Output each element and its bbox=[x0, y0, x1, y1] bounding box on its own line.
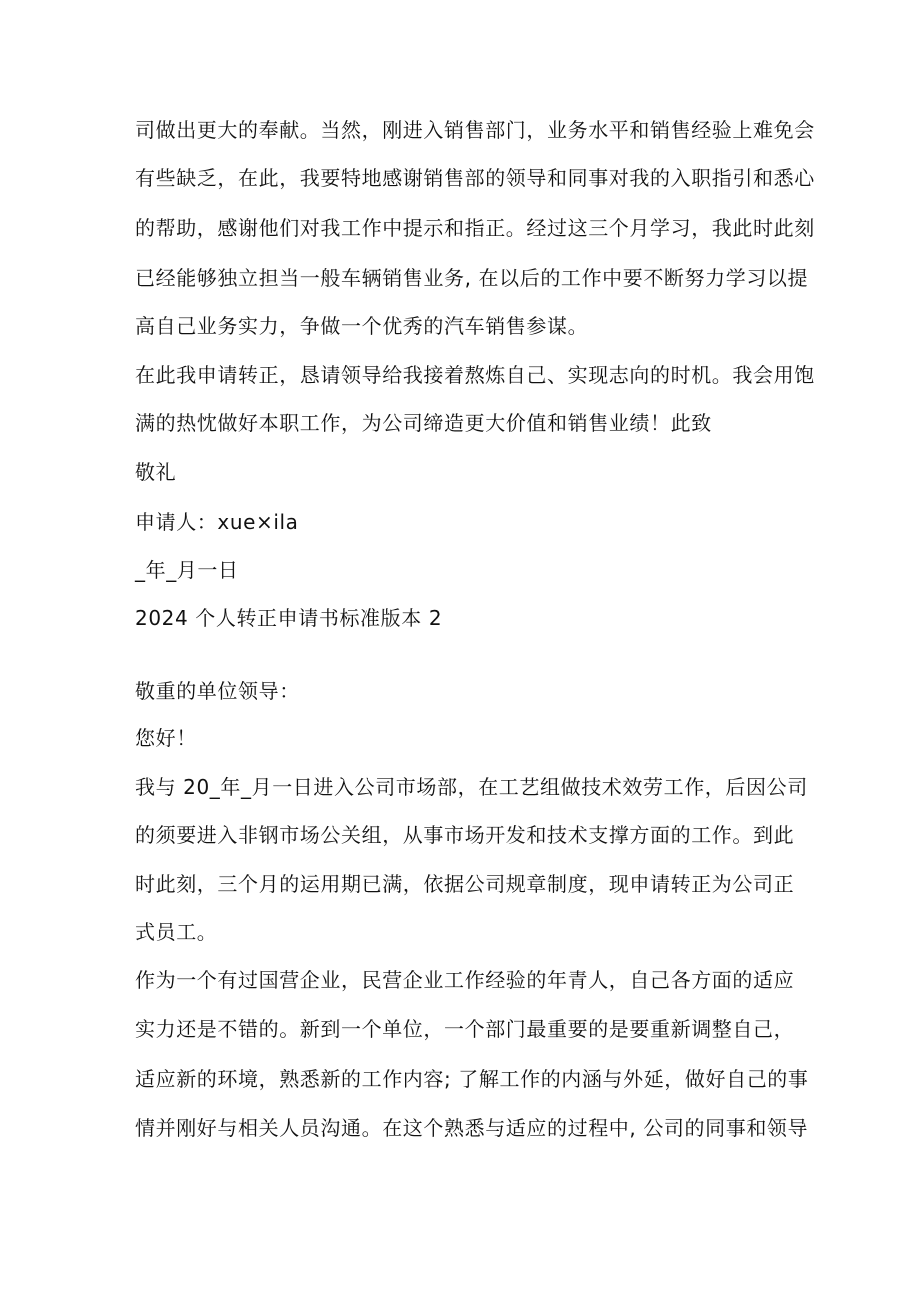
text-line: 适应新的环境，熟悉新的工作内容; 了解工作的内涵与外延，做好自己的事 bbox=[135, 1067, 809, 1091]
text-line: 我与 20_年_月一日进入公司市场部，在工艺组做技术效劳工作，后因公司 bbox=[135, 775, 808, 799]
text-line: 司做出更大的奉献。当然，刚进入销售部门，业务水平和销售经验上难免会 bbox=[135, 118, 815, 142]
text-line: 满的热忱做好本职工作，为公司缔造更大价值和销售业绩！此致 bbox=[135, 411, 712, 435]
greeting-line: 您好！ bbox=[135, 726, 197, 750]
text-line: 情并刚好与相关人员沟通。在这个熟悉与适应的过程中, 公司的同事和领导 bbox=[135, 1116, 809, 1140]
text-line: 在此我申请转正，恳请领导给我接着熬炼自己、实现志向的时机。我会用饱 bbox=[135, 363, 815, 387]
text-line: 的须要进入非钢市场公关组，从事市场开发和技术支撑方面的工作。到此 bbox=[135, 823, 795, 847]
greeting: 敬重的单位领导： bbox=[135, 679, 300, 703]
date-line: _年_月一日 bbox=[135, 558, 239, 582]
text-line: 高自己业务实力，争做一个优秀的汽车销售参谋。 bbox=[135, 314, 589, 338]
text-line: 实力还是不错的。新到一个单位，一个部门最重要的是要重新调整自己， bbox=[135, 1017, 795, 1041]
text-line: 作为一个有过国营企业，民营企业工作经验的年青人，自己各方面的适应 bbox=[135, 968, 795, 992]
section-title: 2024 个人转正申请书标准版本 2 bbox=[135, 606, 443, 630]
closing-salutation: 敬礼 bbox=[135, 460, 177, 484]
text-line: 有些缺乏，在此，我要特地感谢销售部的领导和同事对我的入职指引和悉心 bbox=[135, 166, 815, 190]
text-line: 的帮助，感谢他们对我工作中提示和指正。经过这三个月学习，我此时此刻 bbox=[135, 216, 815, 240]
text-line: 时此刻，三个月的运用期已满，依据公司规章制度，现申请转正为公司正 bbox=[135, 872, 795, 896]
applicant-line: 申请人：xue×ila bbox=[135, 510, 299, 534]
text-line: 式员工。 bbox=[135, 920, 218, 944]
text-line: 已经能够独立担当一般车辆销售业务, 在以后的工作中要不断努力学习以提 bbox=[135, 266, 809, 290]
